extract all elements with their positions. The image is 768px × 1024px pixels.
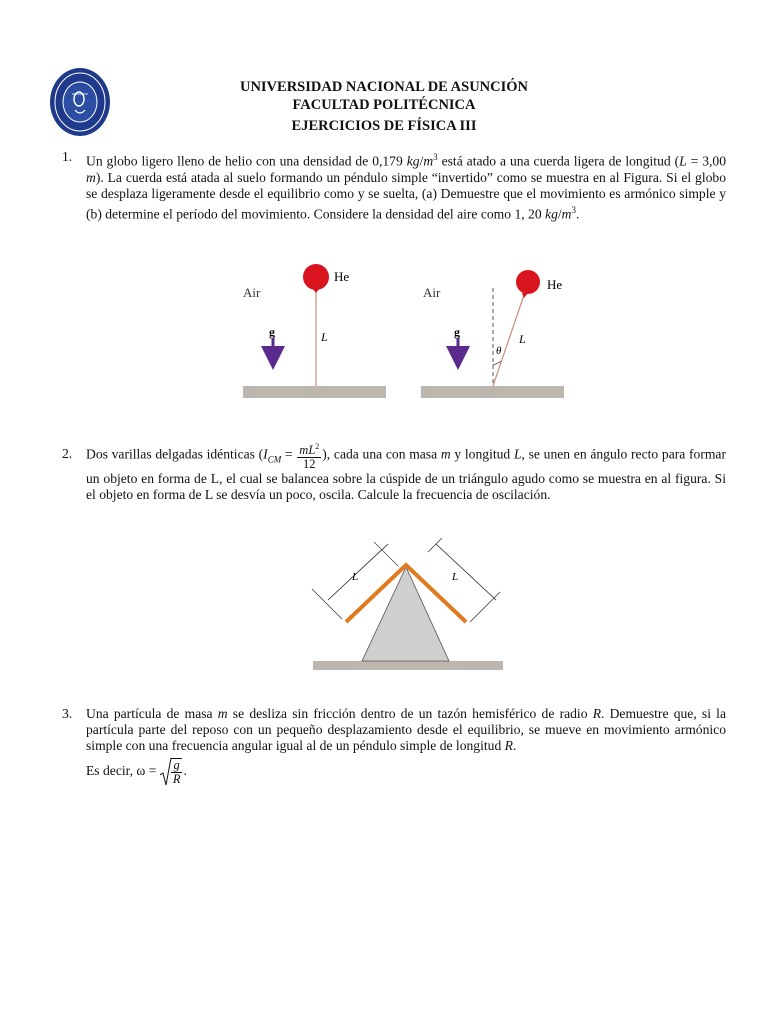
exercise-formula: Es decir, ω = $\frac{g}{R}$ .: [86, 758, 187, 786]
label-theta: θ: [496, 345, 502, 357]
balloon-right: [516, 270, 540, 294]
label-he-right: He: [547, 277, 563, 292]
inertia-fraction: $\frac{mL^2}{12}$: [299, 442, 320, 472]
label-air-left: Air: [243, 285, 261, 300]
balloon-left: [303, 264, 329, 290]
exercise-text: Una partícula de masa m se desliza sin fricción dentro de un tazón hemisférico de radio R. Demuestre que, si la partícula parte del reposo con un pequeño desplazamiento desde el equilibrio, se mueve en movimiento armónico simple con una frecuencia angular igual al de un péndulo simple de longitud R.: [86, 706, 726, 753]
label-g-left: g: [269, 325, 275, 339]
label-L-right: L: [452, 571, 459, 583]
label-he-left: He: [334, 269, 350, 284]
label-g-right: g: [454, 325, 460, 339]
figure-left-panel: [243, 264, 386, 398]
triangle-support: [362, 567, 449, 661]
exercise-3: [62, 706, 726, 787]
label-air-right: Air: [423, 285, 441, 300]
exercise-2: [62, 440, 726, 503]
label-L-left: L: [321, 330, 328, 344]
balloon-pendulum-figure: [235, 255, 570, 405]
ground-left: [243, 386, 386, 398]
exercise-1: [62, 149, 726, 222]
exercise-number: 3.: [62, 706, 73, 721]
ground-right: [421, 386, 564, 398]
exercise-text: Dos varillas delgadas idénticas ($I_{CM}$ = $\frac{mL^2}{12}$ ), cada una con masa m y longitud L, se unen en ángulo recto para formar un objeto en forma de L, el cual se balancea sobre la cúspide de un triángulo agudo como se muestra en al figura. Si el objeto en forma de L se desvía un poco, oscila. Calcule la frecuencia de oscilación.: [86, 442, 726, 503]
university-title: UNIVERSIDAD NACIONAL DE ASUNCIÓN: [239, 79, 529, 95]
faculty-title: FACULTAD POLITÉCNICA: [292, 97, 476, 113]
label-L-left: L: [352, 571, 359, 583]
ground: [313, 661, 503, 670]
sqrt-formula: $\frac{g}{R}$: [160, 757, 184, 787]
exercise-text: Un globo ligero lleno de helio con una densidad de 0,179 $kg/m^3$ está atado a una cuerda ligera de longitud (L = 3,00 m). La cuerda está atada al suelo formando un péndulo simple “invertido” como se muestra en al Figura. Si el globo se desplaza ligeramente desde el equilibrio como y se suelta, (a) Demuestre que el movimiento es armónico simple y (b) determine el período del movimiento. Considere la densidad del aire como 1, 20 $kg/m^3$.: [86, 152, 727, 222]
figure-right-panel: [421, 270, 564, 398]
label-L-right: L: [519, 332, 526, 346]
exercise-number: 1.: [62, 149, 73, 164]
document-title: EJERCICIOS DE FÍSICA III: [291, 118, 477, 134]
exercise-number: 2.: [62, 446, 73, 461]
l-shaped-rod-figure: [308, 535, 504, 670]
